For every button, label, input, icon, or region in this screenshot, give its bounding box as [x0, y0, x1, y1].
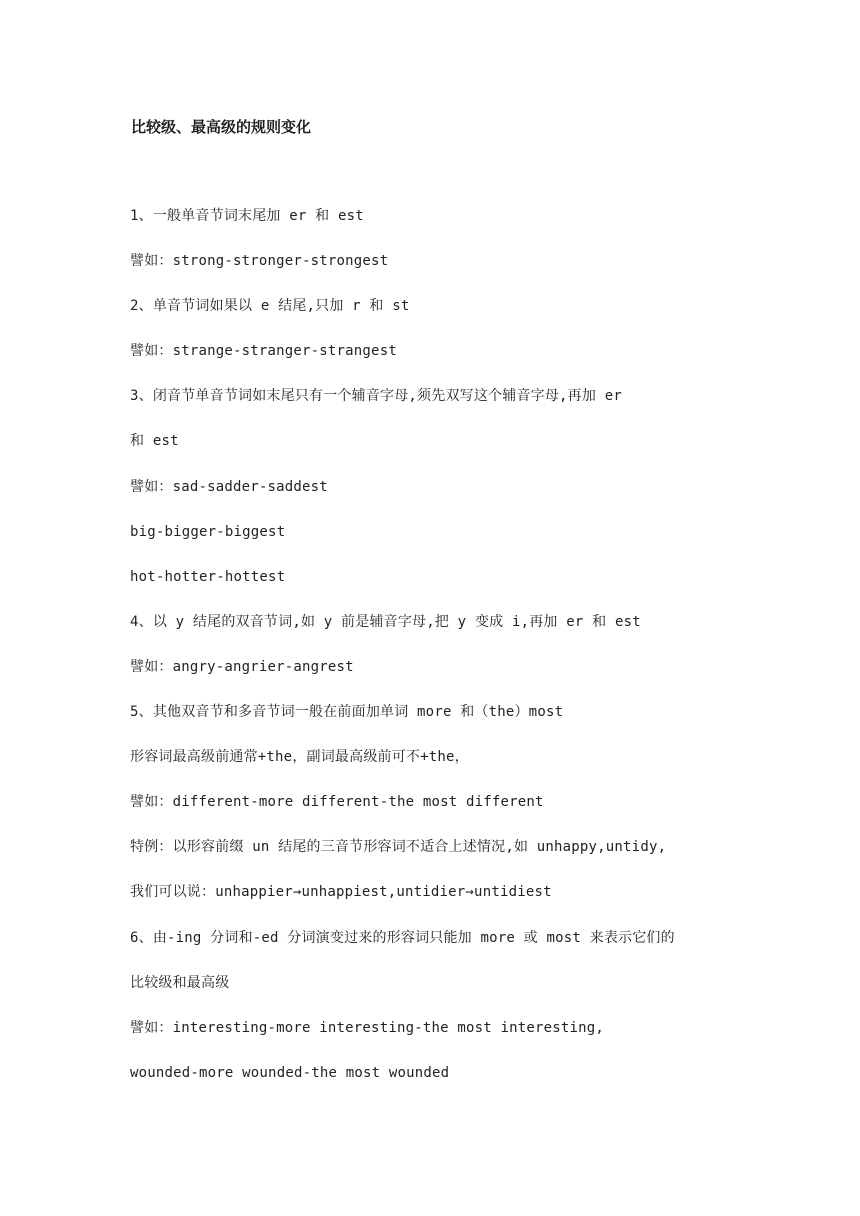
rule-5-note: 形容词最高级前通常+the，副词最高级前可不+the，: [130, 749, 469, 766]
rule-3-heading-continued: 和 est: [130, 433, 179, 450]
rule-3-example-sad: 譬如：sad-sadder-saddest: [130, 478, 328, 495]
rule-6-example-wounded: wounded-more wounded-the most wounded: [130, 1064, 450, 1081]
rule-5-exception-example: 我们可以说：unhappier→unhappiest,untidier→untidiest: [130, 884, 552, 901]
rule-5-example: 譬如：different-more different-the most different: [130, 794, 544, 811]
rule-1-example: 譬如：strong-stronger-strongest: [130, 253, 389, 270]
rule-2-heading: 2、单音节词如果以 e 结尾,只加 r 和 st: [130, 298, 410, 315]
rule-4-example: 譬如：angry-angrier-angrest: [130, 658, 354, 675]
rule-6-heading: 6、由-ing 分词和-ed 分词演变过来的形容词只能加 more 或 most 来表示它们的: [130, 929, 675, 946]
rule-6-heading-continued: 比较级和最高级: [130, 974, 230, 991]
rule-5-exception: 特例：以形容前缀 un 结尾的三音节形容词不适合上述情况,如 unhappy,untidy,: [130, 839, 667, 856]
rule-6-example-interesting: 譬如：interesting-more interesting-the most interesting,: [130, 1019, 605, 1036]
rule-3-example-big: big-bigger-biggest: [130, 523, 286, 540]
document-title: 比较级、最高级的规则变化: [131, 118, 312, 136]
rule-3-heading: 3、闭音节单音节词如末尾只有一个辅音字母,须先双写这个辅音字母,再加 er: [130, 388, 622, 405]
rule-5-heading: 5、其他双音节和多音节词一般在前面加单词 more 和（the）most: [130, 704, 564, 721]
rule-3-example-hot: hot-hotter-hottest: [130, 568, 286, 585]
rule-2-example: 譬如：strange-stranger-strangest: [130, 343, 397, 360]
rule-4-heading: 4、以 y 结尾的双音节词,如 y 前是辅音字母,把 y 变成 i,再加 er 和 est: [130, 613, 641, 630]
document-body: [130, 204, 750, 1106]
rule-1-heading: 1、一般单音节词末尾加 er 和 est: [130, 208, 364, 224]
